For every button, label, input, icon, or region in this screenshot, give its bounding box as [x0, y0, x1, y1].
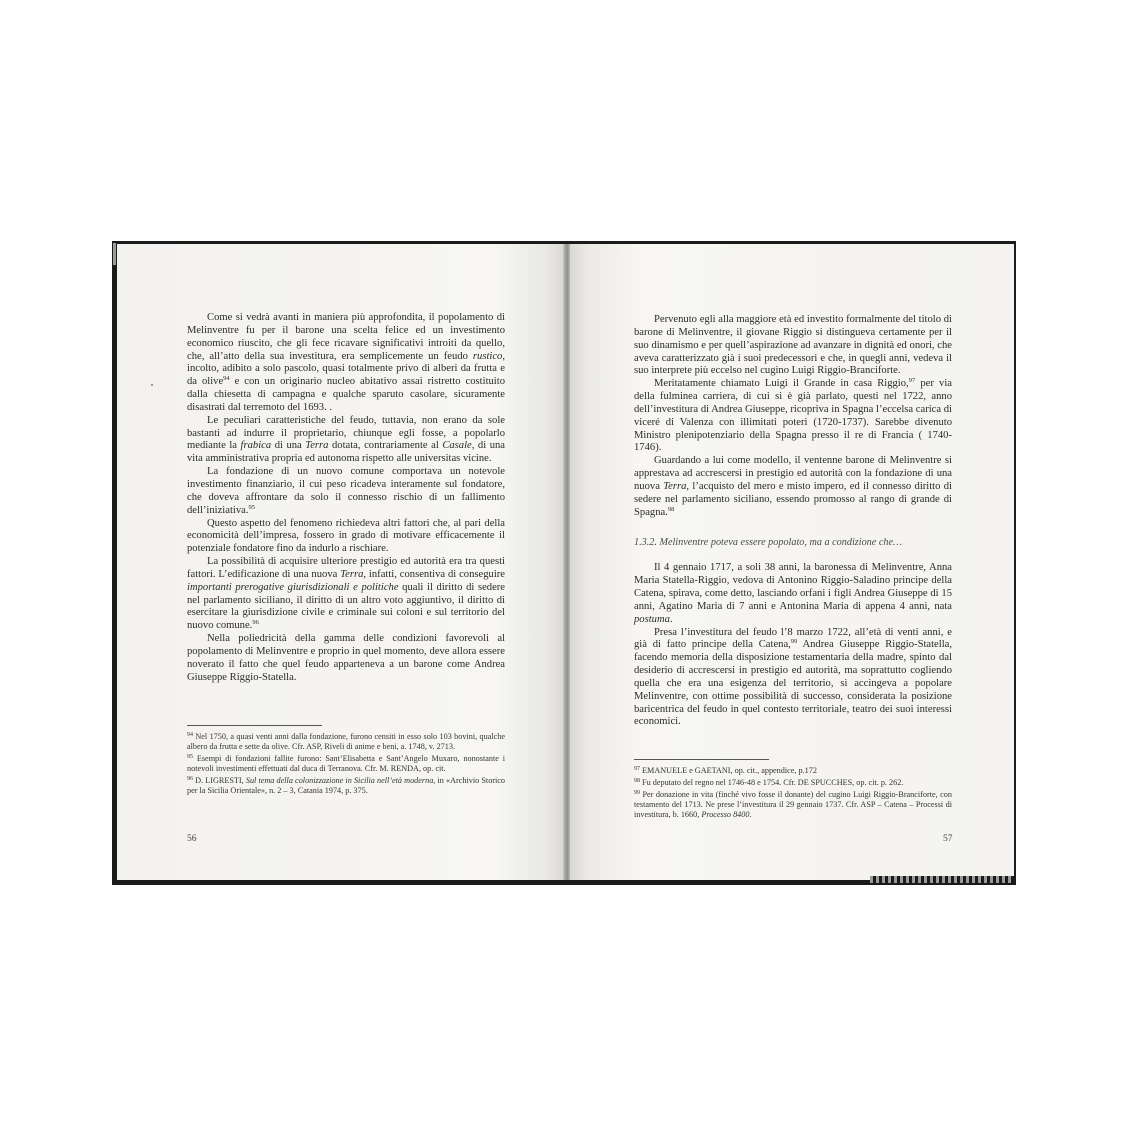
page-number: 57 — [943, 834, 953, 844]
paragraph: Nella poliedricità della gamma delle condizioni favorevoli al popolamento di Melinventre e proprio in quel momento, deve allora essere noverato il fatto che quel feudo apparteneva a un barone come Andrea Giuseppe Riggio-Statella. — [187, 633, 505, 683]
paragraph: Come si vedrà avanti in maniera più approfondita, il popolamento di Melinventre fu per il barone una scelta felice ed un investimento economico riuscito, che gli fece ricavare significativi introiti da quello, che, all’atto della sua investitura, era semplicemente un feudo rustico, incolto, adibito a solo pascolo, quasi totalmente privo di alberi da frutta e da olive$^{94}$ e con un originario nucleo abitativo assai ristretto costituito dalla chiesetta di campagna e qualche sparuto casolare, sicuramente disastrati dal terremoto del 1693. . — [187, 312, 505, 413]
scan-edge-mark — [113, 243, 116, 265]
footnote: $^{96}$ D. LIGRESTI, Sul tema della colonizzazione in Sicilia nell’età moderna, in «Archivio Storico per la Sicilia Orientale», n. 2 – 3, Catania 1974, p. 375. — [187, 776, 506, 796]
paragraph: Pervenuto egli alla maggiore età ed investito formalmente del titolo di barone di Melinventre, il giovane Riggio si distingueva certamente per il suo dinamismo e per quell’aspirazione ad avanzare in dignità ed onori, che aveva caratterizzato già i suoi predecessori e che, in quegli anni, vedeva il suo interprete più eccelso nel cugino Luigi Riggio-Branciforte. — [634, 314, 952, 377]
paragraph: Questo aspetto del fenomeno richiedeva altri fattori che, al pari della economicità dell’impresa, fossero in grado di motivare efficacemente il potenziale fondatore fino da indurlo a rischiare. — [187, 517, 505, 555]
page-number: 56 — [187, 834, 197, 844]
paragraph: Guardando a lui come modello, il ventenne barone di Melinventre si apprestava ad accrescersi in prestigio ed autorità con la fondazione di una nuova Terra, l’acquisto del mero e misto impero, ed il connesso diritto di sedere nel parlamento siciliano, essendo promosso al rango di grande di Spagna.$^{98}$ — [634, 455, 952, 518]
footnote: $^{95}$ Esempi di fondazioni fallite furono: Sant’Elisabetta e Sant’Angelo Muxaro, nonostante i notevoli investimenti effettuati dal duca di Terranova. Cfr. M. RENDA, op. cit. — [187, 754, 505, 774]
scan-edge-marks — [870, 876, 1014, 883]
footnote-ref: 99 — [790, 638, 798, 646]
paragraph: La possibilità di acquisire ulteriore prestigio ed autorità era tra questi fattori. L’edificazione di una nuova Terra, infatti, consentiva di conseguire importanti prerogative giurisdizionali e politiche quali il diritto di sedere nel parlamento siciliano, il diritto di un altro voto aggiuntivo, il diritto di esercitare la giurisdizione civile e criminale sui coloni e sul territorio del nuovo comune.$^{96}$ — [187, 556, 506, 632]
footnote-ref: 98 — [667, 505, 675, 513]
left-page — [117, 244, 564, 880]
paragraph: Presa l’investitura del feudo l’8 marzo 1722, all’età di venti anni, e già di fatto principe della Catena,$^{99}$ Andrea Giuseppe Riggio-Statella, facendo memoria della disposizione testamentaria della madre, spinto dal desiderio di accrescersi in prestigio ed autorità, ma soprattutto cogliendo quella che era una esigenza del territorio, si accingeva a popolare Melinventre, con ottime possibilità di successo, considerata la posizione baricentrica del feudo in quel contesto territoriale, teatro dei suoi interessi economici. — [634, 626, 952, 728]
paragraph: La fondazione di un nuovo comune comportava un notevole investimento finanziario, il cui peso ricadeva interamente sul fondatore, che doveva affrontare da solo il connesso rischio di un fallimento dell’iniziativa.$^{95}$ — [187, 466, 505, 516]
left-footnotes — [187, 730, 505, 797]
footnote-separator — [634, 759, 769, 760]
footnote: $^{98}$ Fu deputato del regno nel 1746-48 e 1754. Cfr. DE SPUCCHES, op. cit. p. 262. — [634, 778, 904, 788]
footnote-separator — [187, 725, 322, 726]
footnote-ref: 95 — [248, 503, 255, 511]
right-page — [570, 244, 1014, 880]
footnote: $^{97}$ EMANUELE e GAETANI, op. cit., appendice, p.172 — [634, 766, 817, 775]
footnote: $^{99}$ Per donazione in vita (finché vivo fosse il donante) del cugino Luigi Riggio-Branciforte, con testamento del 1713. Ne prese l’investitura il 29 gennaio 1737. Cfr. ASP – Catena – Processi di investitura, b. 1660, Processo 8400. — [634, 790, 952, 820]
footnote: $^{94}$ Nel 1750, a quasi venti anni dalla fondazione, furono censiti in esso solo 103 bovini, qualche albero da frutta e sette da olive. Cfr. ASP, Riveli di anime e beni, a. 1748, v. 2713. — [187, 732, 505, 752]
right-footnotes — [634, 764, 952, 820]
paragraph: Meritatamente chiamato Luigi il Grande in casa Riggio,$^{97}$ per via della fulminea carriera, di cui si è già parlato, questi nel 1722, anno dell’investitura di Andrea Giuseppe, ricopriva in Spagna l’eccelsa carica di viceré di Valenza con illimitati poteri (1720-1737). Sarebbe divenuto Ministro plenipotenziario della Spagna presso il re di Francia ( 1740-1746). — [634, 377, 952, 454]
footnote-ref: 97 — [908, 377, 916, 385]
section-heading: 1.3.2. Melinventre poteva essere popolato, ma a condizione che… — [634, 536, 903, 548]
paragraph: Il 4 gennaio 1717, a soli 38 anni, la baronessa di Melinventre, Anna Maria Statella-Riggio, vedova di Antonino Riggio-Saladino principe della Catena, spirava, come detto, lasciando orfani i figli Andrea Giuseppe di 15 anni, Agatino Maria di 7 anni e Antonina Maria di appena 4 anni, nata postuma. — [634, 562, 952, 625]
paragraph: Le peculiari caratteristiche del feudo, tuttavia, non erano da sole bastanti ad indurre il proprietario, chiunque egli fosse, a popolarlo mediante la frabica di una Terra dotata, contrariamente al Casale, di una vita amministrativa propria ed autonoma rispetto alle universitas vicine. — [187, 414, 505, 465]
left-page-body — [187, 312, 505, 684]
margin-speck — [151, 384, 153, 386]
right-page-body — [634, 314, 952, 729]
footnote-ref: 96 — [252, 619, 259, 627]
footnote-ref: 94 — [223, 375, 230, 383]
